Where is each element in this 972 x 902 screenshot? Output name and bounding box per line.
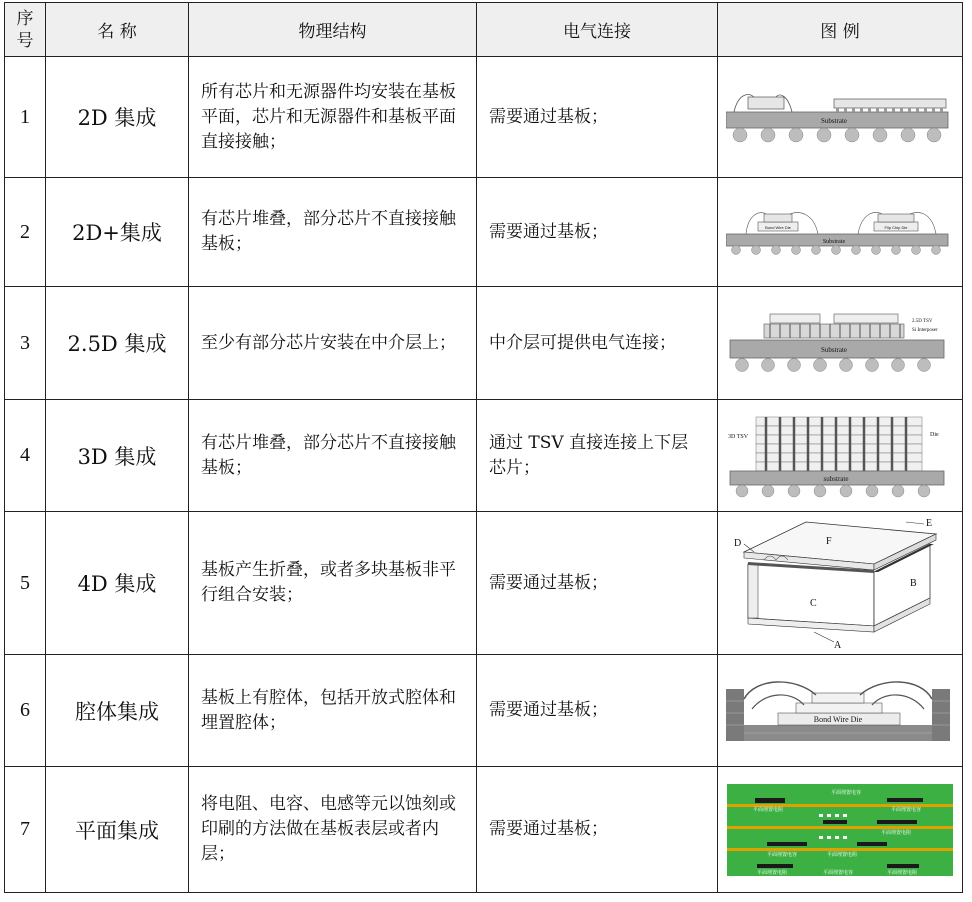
figure-2d xyxy=(718,57,963,178)
integration-table xyxy=(4,2,963,893)
row-name: 腔体集成 xyxy=(46,655,189,767)
table-row xyxy=(5,287,963,400)
fig-die-label: Die xyxy=(930,431,939,438)
table-row xyxy=(5,57,963,178)
fig-interposer-label: Si Interposer xyxy=(912,328,938,333)
row-structure: 基板产生折叠，或者多块基板非平行组合安装； xyxy=(189,512,477,655)
row-electrical: 通过 TSV 直接连接上下层芯片； xyxy=(477,400,718,512)
figure-2d-plus xyxy=(718,178,963,287)
figure-2-5d xyxy=(718,287,963,400)
header-structure: 物理结构 xyxy=(189,3,477,57)
row-name: 3D 集成 xyxy=(46,400,189,512)
row-number: 2 xyxy=(5,178,46,287)
row-number: 4 xyxy=(5,400,46,512)
row-electrical: 需要通过基板； xyxy=(477,767,718,893)
row-electrical: 需要通过基板； xyxy=(477,655,718,767)
figure-cavity xyxy=(718,655,963,767)
row-electrical: 中介层可提供电气连接； xyxy=(477,287,718,400)
fig-tsv-label: 3D TSV xyxy=(728,433,749,440)
fig-substrate-label: substrate xyxy=(823,474,849,483)
fig-flip-chip-label: Flip Chip Die xyxy=(884,225,908,230)
row-electrical: 需要通过基板； xyxy=(477,178,718,287)
row-name: 平面集成 xyxy=(46,767,189,893)
row-name: 2D+集成 xyxy=(46,178,189,287)
row-structure: 有芯片堆叠，部分芯片不直接接触基板； xyxy=(189,400,477,512)
header-row xyxy=(5,3,963,57)
fig-bond-wire-label: Bond Wire Die xyxy=(813,714,863,724)
fig-label-f: F xyxy=(826,536,832,547)
fig-label-c: C xyxy=(810,598,817,609)
fig-cap-label: 平面埋置电容 xyxy=(767,851,798,858)
fig-substrate-label: Substrate xyxy=(820,346,848,354)
fig-res-label: 平面埋置电阻 xyxy=(827,851,858,858)
fig-res-label: 平面埋置电阻 xyxy=(757,869,788,876)
fig-bond-wire-label: Bond Wire Die xyxy=(765,225,791,230)
row-number: 5 xyxy=(5,512,46,655)
fig-substrate-label: Substrate xyxy=(822,239,846,245)
fig-tsv-label: 2.5D TSV xyxy=(912,319,933,324)
figure-4d xyxy=(718,512,963,655)
row-name: 2D 集成 xyxy=(46,57,189,178)
row-structure: 至少有部分芯片安装在中介层上； xyxy=(189,287,477,400)
header-seq-line2: 号 xyxy=(16,30,34,51)
table-row xyxy=(5,767,963,893)
fig-label-b: B xyxy=(910,578,917,589)
row-structure: 所有芯片和无源器件均安装在基板平面，芯片和无源器件和基板平面直接接触； xyxy=(189,57,477,178)
table-row xyxy=(5,400,963,512)
row-electrical: 需要通过基板； xyxy=(477,512,718,655)
fig-cap-label: 平面埋置电容 xyxy=(831,789,862,796)
fig-res-label: 平面埋置电阻 xyxy=(881,829,912,836)
fig-label-e: E xyxy=(926,518,933,529)
fig-res-label: 平面埋置电阻 xyxy=(887,869,918,876)
row-number: 6 xyxy=(5,655,46,767)
table-row xyxy=(5,655,963,767)
row-structure: 有芯片堆叠，部分芯片不直接接触基板； xyxy=(189,178,477,287)
fig-substrate-label: Substrate xyxy=(820,117,848,125)
table-row xyxy=(5,178,963,287)
fig-cap-label: 平面埋置电容 xyxy=(823,869,854,876)
fig-cap-label: 平面埋置电容 xyxy=(891,806,922,813)
fig-label-a: A xyxy=(834,640,842,651)
header-name: 名 称 xyxy=(46,3,189,57)
row-name: 2.5D 集成 xyxy=(46,287,189,400)
figure-3d xyxy=(718,400,963,512)
header-seq-line1: 序 xyxy=(16,8,34,29)
figure-planar xyxy=(718,767,963,893)
fig-res-label: 平面埋置电阻 xyxy=(753,806,784,813)
row-structure: 基板上有腔体，包括开放式腔体和埋置腔体； xyxy=(189,655,477,767)
header-figure: 图 例 xyxy=(718,3,963,57)
row-electrical: 需要通过基板； xyxy=(477,57,718,178)
row-number: 3 xyxy=(5,287,46,400)
table-row xyxy=(5,512,963,655)
row-structure: 将电阻、电容、电感等元以蚀刻或印刷的方法做在基板表层或者内层； xyxy=(189,767,477,893)
row-name: 4D 集成 xyxy=(46,512,189,655)
row-number: 1 xyxy=(5,57,46,178)
header-seq xyxy=(5,3,46,57)
fig-label-d: D xyxy=(734,538,742,549)
header-electrical: 电气连接 xyxy=(477,3,718,57)
row-number: 7 xyxy=(5,767,46,893)
